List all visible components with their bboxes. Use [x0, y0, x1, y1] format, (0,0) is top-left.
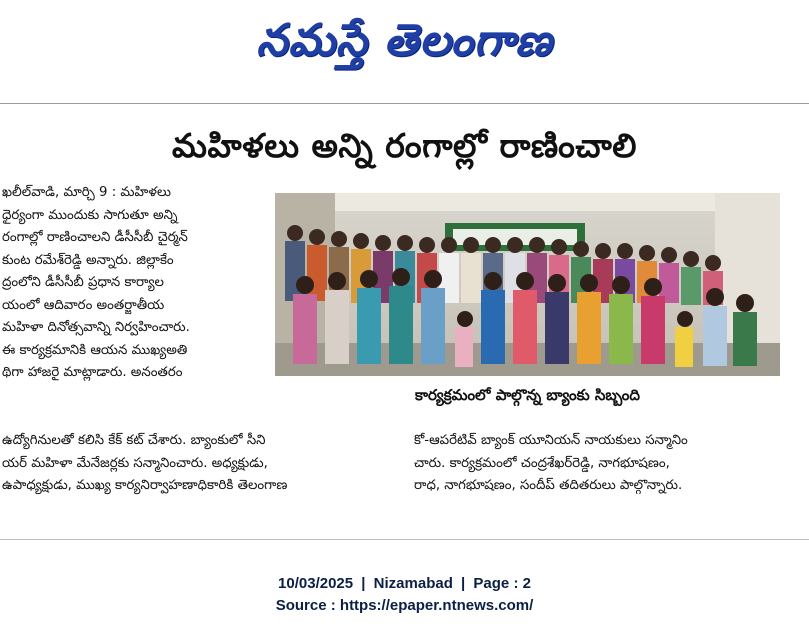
- masthead: [0, 0, 809, 92]
- article-left-column: [2, 182, 270, 385]
- newspaper-title: నమస్తే తెలంగాణ: [256, 15, 553, 66]
- article-line: రంగాల్లో రాణించాలని డీసీసీబీ చైర్మన్: [2, 230, 188, 245]
- article-line: థిగా హాజరై మాట్లాడారు. అనంతరం: [2, 365, 183, 380]
- footer-publication-line: [0, 573, 809, 595]
- article-line: ఉపాధ్యక్షుడు, ముఖ్య కార్యనిర్వాహణాధికారికి తెలంగాణ: [2, 478, 288, 493]
- footer-edition: Nizamabad: [373, 575, 453, 592]
- bottom-divider: [0, 539, 809, 540]
- group-photo-image: [275, 193, 780, 376]
- article-line: ధైర్యంగా ముందుకు సాగుతూ అన్ని: [2, 207, 178, 223]
- article-line: యర్ మహిళా మేనేజర్లకు సన్మానించారు. అధ్యక్షుడు,: [2, 455, 268, 471]
- article-line: మహిళా దినోత్సవాన్ని నిర్వహించారు.: [2, 320, 190, 335]
- article-line: రాధ, నాగభూషణం, సందీప్ తదితరులు పాల్గొన్నారు.: [414, 478, 683, 493]
- article-line: చారు. కార్యక్రమంలో చంద్రశేఖర్‌రెడ్డి, నాగభూషణం,: [414, 455, 670, 471]
- footer-source: Source : https://epaper.ntnews.com/: [275, 597, 534, 614]
- footer-separator: |: [461, 575, 466, 592]
- page-footer: [0, 573, 809, 617]
- photo-caption: కార్యక్రమంలో పాల్గొన్న బ్యాంకు సిబ్బంది: [414, 386, 641, 404]
- article-line: యంలో ఆదివారం అంతర్జాతీయ: [2, 297, 165, 313]
- article-bottom-right-column: [414, 430, 806, 498]
- footer-date: 10/03/2025: [278, 575, 354, 592]
- article-line: కుంట రమేశ్‌రెడ్డి అన్నారు. జిల్లాకేం: [2, 252, 174, 268]
- article-headline-block: [0, 120, 809, 178]
- footer-page: Page : 2: [473, 575, 531, 592]
- article-bottom-left-column: [2, 430, 402, 498]
- article-line: ద్రంలోని డీసీసీబీ ప్రధాన కార్యాల: [2, 275, 164, 290]
- footer-separator: |: [361, 575, 366, 592]
- article-photo: [275, 193, 780, 376]
- article-line: ఉద్యోగినులతో కలిసి కేక్ కట్ చేశారు. బ్యాంకులో సీని: [2, 433, 266, 448]
- article-line: కో-ఆపరేటివ్ బ్యాంక్ యూనియన్ నాయకులు సన్మానిం: [414, 433, 688, 448]
- top-divider: [0, 103, 809, 104]
- article-headline: మహిళలు అన్ని రంగాల్లో రాణించాలి: [172, 125, 637, 165]
- article-line: ఖలీల్‌వాడి, మార్చి 9 : మహిళలు: [2, 185, 171, 200]
- article-line: ఈ కార్యక్రమానికి ఆయన ముఖ్యఅతి: [2, 342, 188, 358]
